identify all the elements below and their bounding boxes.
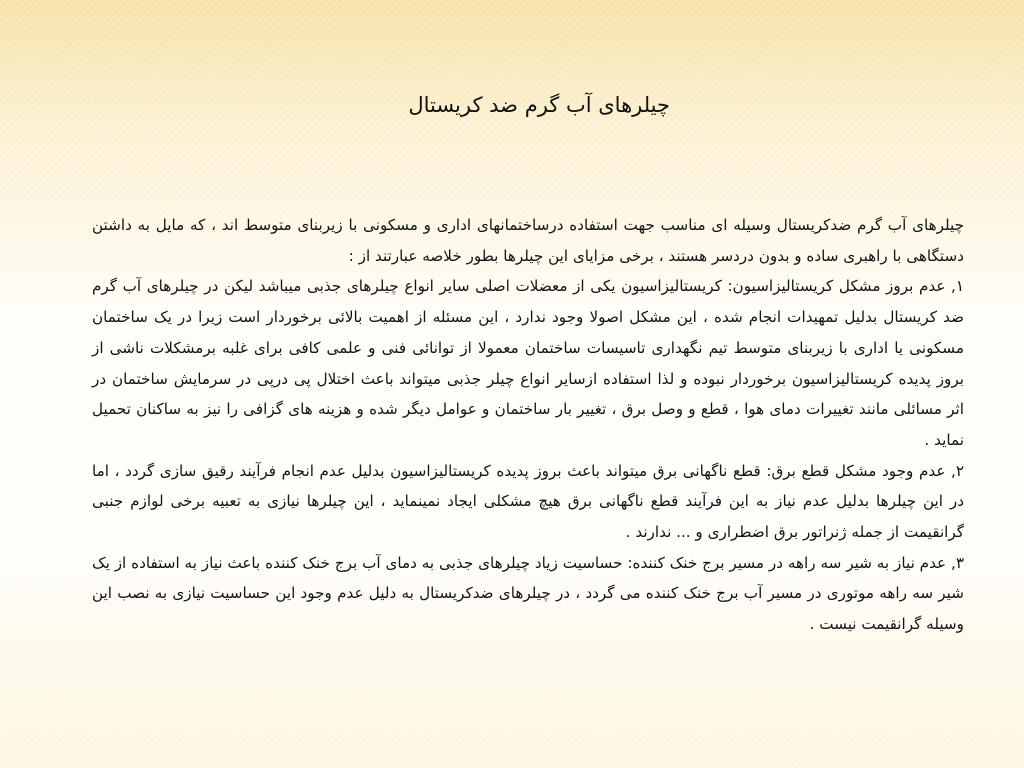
point-1-paragraph: ۱, عدم بروز مشکل کریستالیزاسیون: کریستالیزاسیون یکی از معضلات اصلی سایر انواع چیلرهای جذبی میباشد لیکن در چیلرهای آب گرم ضد کریستال بدلیل تمهیدات انجام شده ، این مشکل اصولا وجود ندارد ، این مسئله از اهمیت بالائی برخوردار است زیرا در یک ساختمان مسکونی یا اداری با زیربنای متوسط تیم نگهداری تاسیسات ساختمان معمولا از توانائی فنی و علمی کافی برای غلبه برمشکلات ناشی از بروز پدیده کریستالیزاسیون برخوردار نبوده و لذا استفاده ازسایر انواع چیلر جذبی میتواند باعث اختلال پی درپی در سرمایش ساختمان در اثر مسائلی مانند تغییرات دمای هوا ، قطع و وصل برق ، تغییر بار ساختمان و عوامل دیگر شده و هزینه های گزافی را نیز به ساکنان تحمیل نماید . xyxy=(92,277,964,449)
slide-body xyxy=(92,210,964,640)
slide-title: چیلرهای آب گرم ضد کریستال xyxy=(408,93,670,117)
intro-paragraph: چیلرهای آب گرم ضدکریستال وسیله ای مناسب جهت استفاده درساختمانهای اداری و مسکونی با زیربنای متوسط اند ، که مایل به داشتن دستگاهی با راهبری ساده و بدون دردسر هستند ، برخی مزایای این چیلرها بطور خلاصه عبارتند از : xyxy=(92,216,964,265)
point-2-paragraph: ۲, عدم وجود مشکل قطع برق: قطع ناگهانی برق میتواند باعث بروز پدیده کریستالیزاسیون بدلیل عدم انجام فرآیند رقیق سازی گردد ، اما در این چیلرها بدلیل عدم نیاز به این فرآیند قطع ناگهانی برق هیچ مشکلی ایجاد نمینماید ، این چیلرها نیازی به تعبیه برخی لوازم جنبی گرانقیمت از جمله ژنراتور برق اضطراری و ... ندارند . xyxy=(92,461,964,542)
point-3-paragraph: ۳, عدم نیاز به شیر سه راهه در مسیر برج خنک کننده: حساسیت زیاد چیلرهای جذبی به دمای آب برج خنک کننده باعث نیاز به استفاده از یک شیر سه راهه موتوری در مسیر آب برج خنک کننده می گردد ، در چیلرهای ضدکریستال به دلیل عدم وجود این حساسیت نیازی به نصب این وسیله گرانقیمت نیست . xyxy=(92,553,964,634)
